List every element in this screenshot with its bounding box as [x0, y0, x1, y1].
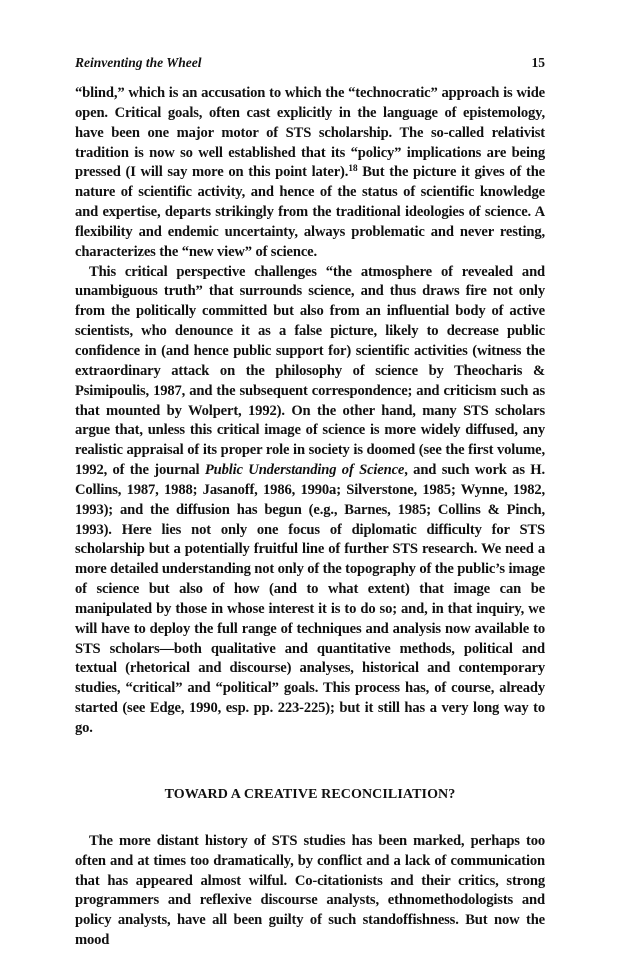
running-title: Reinventing the Wheel	[75, 55, 202, 70]
paragraph-3: The more distant history of STS studies has been marked, perhaps too often and at times too dramatically, by conflict and a lack of communication that has appeared almost wilful. Co-citationists and their critics, strong programmers and reflexive discourse analysts, ethnomethodologists and policy analysts, have all been guilty of such standoffishness. But now the mood	[75, 832, 545, 949]
footnote-reference: 18	[348, 164, 358, 175]
paragraph-2	[75, 263, 545, 739]
paragraph-1-text-a: “blind,” which is an accusation to which the “technocratic” approach is wide open. Critical goals, often cast explicitly in the language of epistemology, have been one major motor of STS scholarship. The so-called relativist tradition is now so well established that its “policy” implications are being pressed (I will say more on this point later).	[75, 85, 545, 181]
paragraph-2-text-b: , and such work as H. Collins, 1987, 1988; Jasanoff, 1986, 1990a; Silverstone, 1985; Wynne, 1982, 1993); and the diffusion has begun (e.g., Barnes, 1985; Collins & Pinch, 1993). Here lies not only one focus of diplomatic difficulty for STS scholarship but a potentially fruitful line of further STS research. We need a more detailed understanding not only of the topography of the public’s image of science but also of how (and to what extent) that image can be manipulated by those in whose interest it is to do so; and, in that inquiry, we will have to deploy the full range of techniques and analysis now available to STS scholars—both qualitative and quantitative methods, political and textual (rhetorical and discourse) analyses, historical and contemporary studies, “critical” and “political” goals. This process has, of course, already started (see Edge, 1990, esp. pp. 223-225); but it still has a very long way to go.	[75, 462, 545, 736]
journal-title: Public Understanding of Science	[204, 462, 405, 479]
page-number: 15	[531, 55, 545, 70]
section-heading: TOWARD A CREATIVE RECONCILIATION?	[164, 786, 456, 802]
paragraph-2-text-a: This critical perspective challenges “the atmosphere of revealed and unambiguous truth” that surrounds science, and thus draws fire not only from the politically committed but also from an influential body of active scientists, who denounce it as a false picture, likely to decrease public confidence in (and hence public support for) scientific activities (witness the extraordinary attack on the philosophy of science by Theocharis & Psimipoulis, 1987, and the subsequent correspondence; and criticism such as that mounted by Wolpert, 1992). On the other hand, many STS scholars argue that, unless this critical image of science is more widely diffused, any realistic appraisal of its proper role in society is doomed (see the first volume, 1992, of the journal	[75, 263, 545, 479]
paragraph-1-text-b: But the picture it gives of the nature of scientific activity, and hence of the status of scientific knowledge and expertise, departs strikingly from the traditional ideologies of science. A flexibility and endemic uncertainty, always problematic and never resting, characterizes the “new view” of science.	[75, 164, 545, 260]
paragraph-1	[75, 84, 545, 263]
book-page	[75, 54, 545, 951]
running-head	[75, 54, 545, 72]
body-text	[75, 84, 545, 951]
